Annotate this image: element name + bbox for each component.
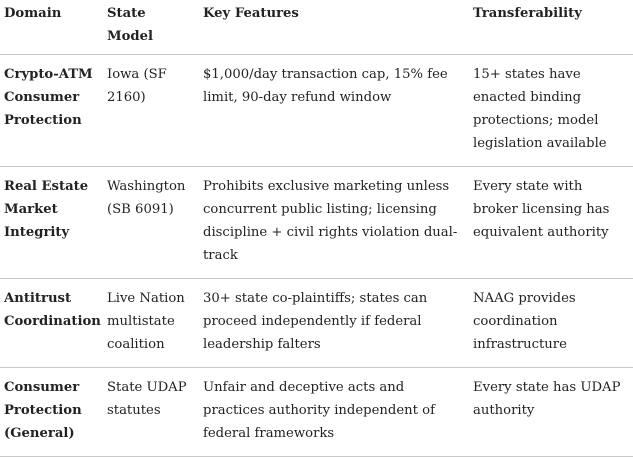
header-key-features: Key Features	[203, 6, 299, 21]
table-row	[0, 279, 633, 368]
domain-cell: Consumer Protection (General)	[4, 380, 82, 441]
transferability-cell: Every state with broker licensing has equivalent authority	[473, 179, 610, 240]
domain-cell: Real Estate Market Integrity	[4, 179, 89, 240]
state-model-cell: Iowa (SF 2160)	[107, 67, 167, 105]
domain-cell: Crypto-ATM Consumer Protection	[4, 67, 93, 128]
table-row	[0, 368, 633, 457]
transferability-cell: 15+ states have enacted binding protections; model legislation available	[473, 67, 607, 151]
domain-cell: Antitrust Coordination	[4, 291, 101, 329]
header-state-model: State Model	[107, 6, 154, 44]
state-model-cell: State UDAP statutes	[107, 380, 187, 418]
header-transferability: Transferability	[473, 6, 582, 21]
key-features-cell: $1,000/day transaction cap, 15% fee limit, 90-day refund window	[203, 67, 448, 105]
table-row	[0, 55, 633, 167]
transferability-cell: Every state has UDAP authority	[473, 380, 621, 418]
state-model-cell: Washington (SB 6091)	[107, 179, 186, 217]
transferability-cell: NAAG provides coordination infrastructure	[473, 291, 576, 352]
state-model-cell: Live Nation multistate coalition	[107, 291, 185, 352]
header-row	[0, 0, 633, 55]
key-features-cell: 30+ state co-plaintiffs; states can proceed independently if federal leadership falters	[203, 291, 428, 352]
key-features-cell: Prohibits exclusive marketing unless concurrent public listing; licensing discipline + civil rights violation dual-track	[203, 179, 458, 263]
header-domain: Domain	[4, 6, 62, 21]
table-row	[0, 167, 633, 279]
key-features-cell: Unfair and deceptive acts and practices authority independent of federal frameworks	[203, 380, 435, 441]
